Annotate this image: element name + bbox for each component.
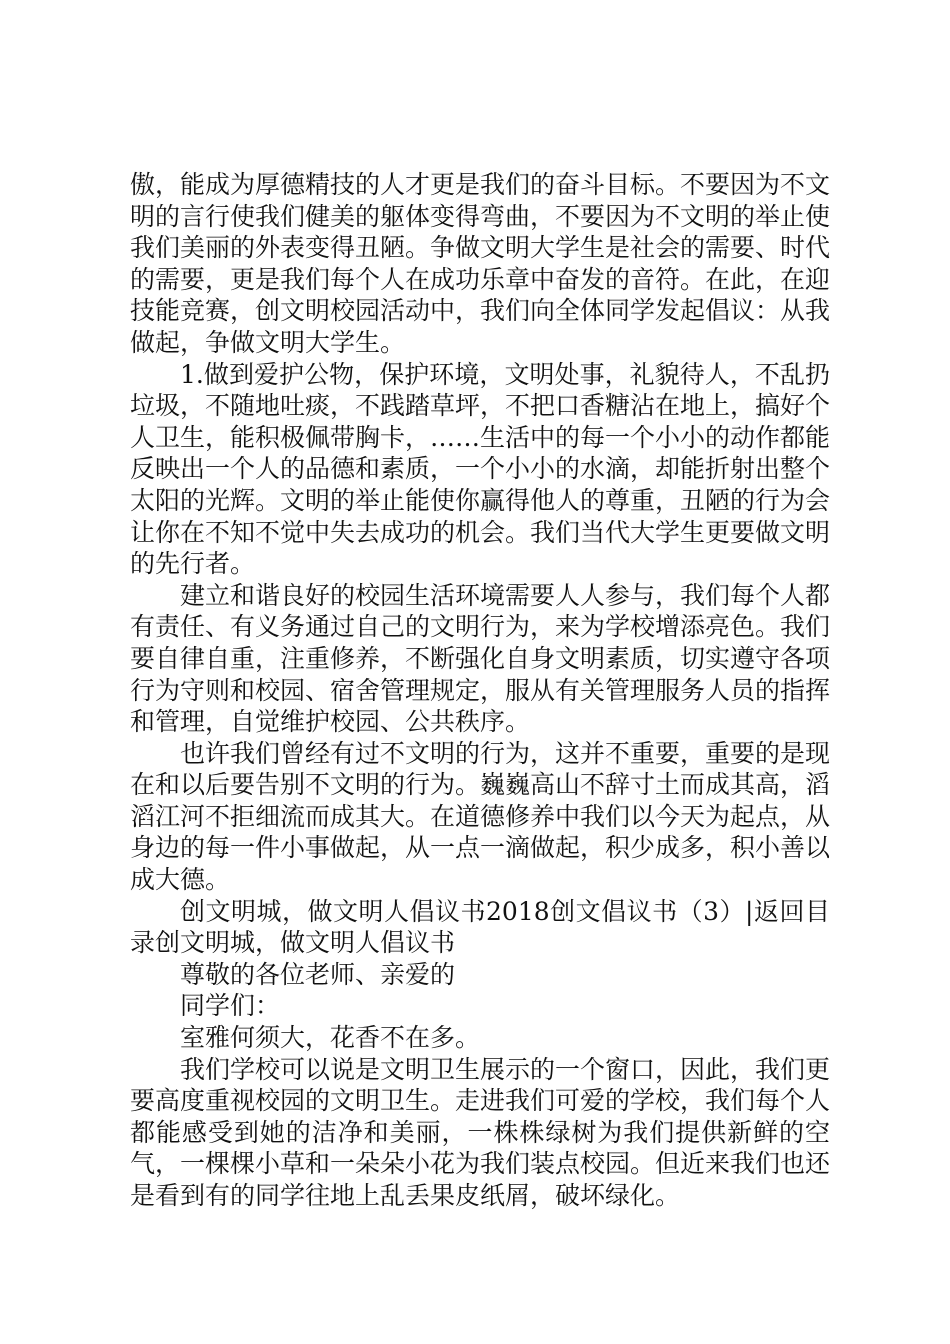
paragraph-3: 建立和谐良好的校园生活环境需要人人参与，我们每个人都有责任、有义务通过自己的文明行为，来为学校增添亮色。我们要自律自重，注重修养，不断强化自身文明素质，切实遵守各项行为守则和校园、宿舍管理规定，服从有关管理服务人员的指挥和管理，自觉维护校园、公共秩序。: [130, 580, 831, 737]
paragraph-quote: 室雅何须大，花香不在多。: [180, 1023, 481, 1053]
document-body: [130, 169, 830, 1212]
salutation-line-1: 尊敬的各位老师、亲爱的: [180, 959, 456, 989]
paragraph-4: 也许我们曾经有过不文明的行为，这并不重要，重要的是现在和以后要告别不文明的行为。巍巍高山不辞寸土而成其高，滔滔江河不拒细流而成其大。在道德修养中我们以今天为起点，从身边的每一件小事做起，从一点一滴做起，积少成多，积小善以成大德。: [130, 738, 831, 895]
salutation-line-2: 同学们：: [180, 991, 281, 1021]
paragraph-2: 1.做到爱护公物，保护环境，文明处事，礼貌待人，不乱扔垃圾，不随地吐痰，不践踏草坪，不把口香糖沾在地上，搞好个人卫生，能积极佩带胸卡，……生活中的每一个小小的动作都能反映出一个人的品德和素质，一个小小的水滴，却能折射出整个太阳的光辉。文明的举止能使你赢得他人的尊重，丑陋的行为会让你在不知不觉中失去成功的机会。我们当代大学生更要做文明的先行者。: [130, 359, 831, 579]
paragraph-5: 创文明城，做文明人倡议书2018创文倡议书（3）|返回目录创文明城，做文明人倡议书: [130, 896, 830, 958]
paragraph-6: 我们学校可以说是文明卫生展示的一个窗口，因此，我们更要高度重视校园的文明卫生。走进我们可爱的学校，我们每个人都能感受到她的洁净和美丽，一株株绿树为我们提供新鲜的空气，一棵棵小草和一朵朵小花为我们装点校园。但近来我们也还是看到有的同学往地上乱丢果皮纸屑，破坏绿化。: [130, 1054, 831, 1210]
paragraph-1: 傲，能成为厚德精技的人才更是我们的奋斗目标。不要因为不文明的言行使我们健美的躯体变得弯曲，不要因为不文明的举止使我们美丽的外表变得丑陋。争做文明大学生是社会的需要、时代的需要，更是我们每个人在成功乐章中奋发的音符。在此，在迎技能竞赛，创文明校园活动中，我们向全体同学发起倡议：从我做起，争做文明大学生。: [130, 170, 831, 357]
